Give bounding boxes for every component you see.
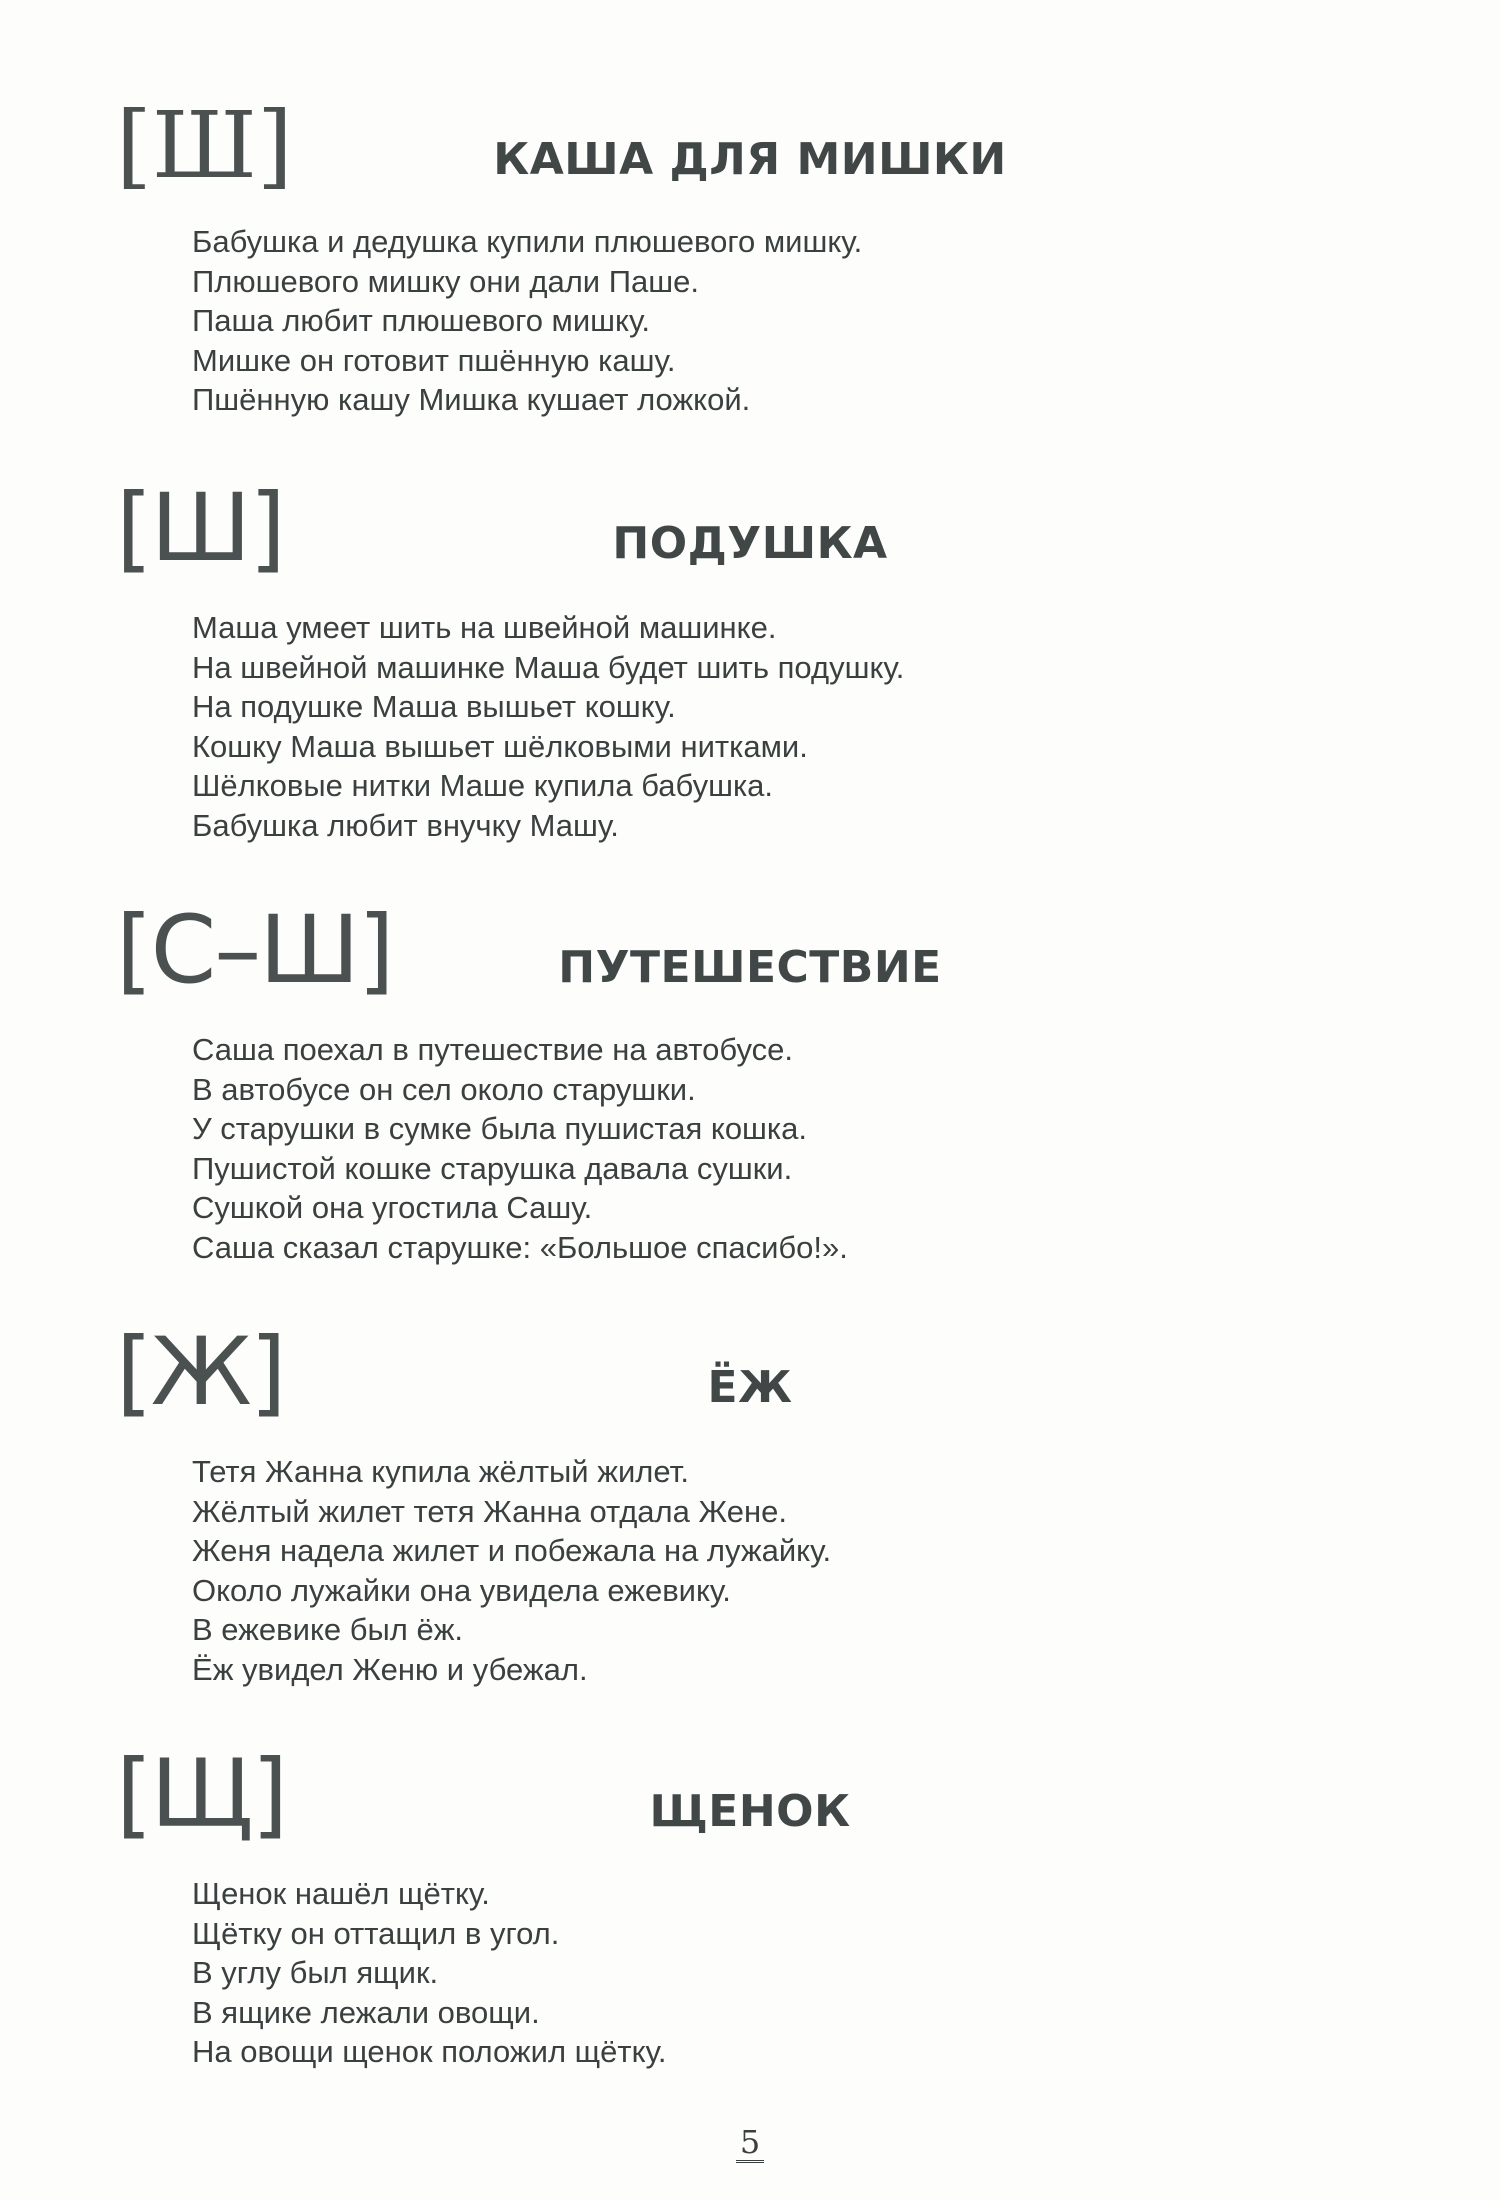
story-line: Маша умеет шить на швейной машинке.	[192, 610, 777, 645]
sound-label: [Ж]	[116, 1318, 285, 1427]
story-line: Сушкой она угостила Сашу.	[192, 1190, 593, 1225]
story-text	[192, 1874, 667, 2072]
story-line: На подушке Маша вышьет кошку.	[192, 689, 676, 724]
story-line: В углу был ящик.	[192, 1955, 439, 1990]
sound-label: [Щ]	[116, 1740, 287, 1849]
sound-label: [С–Ш]	[116, 896, 393, 1005]
story-line: Саша сказал старушке: «Большое спасибо!».	[192, 1229, 848, 1265]
story-line: В автобусе он сел около старушки.	[192, 1071, 696, 1107]
story-line: Паша любит плюшевого мишку.	[192, 303, 650, 338]
story-line: Щенок нашёл щётку.	[192, 1876, 490, 1911]
story-title: ПОДУШКА	[612, 518, 888, 569]
story-line: Женя надела жилет и побежала на лужайку.	[192, 1533, 832, 1568]
story-text	[192, 1030, 848, 1267]
story-line: Мишке он готовит пшённую кашу.	[192, 342, 676, 378]
page-number-text: 5	[736, 2126, 764, 2163]
story-title: ПУТЕШЕСТВИЕ	[558, 942, 942, 993]
page-number	[0, 2123, 1500, 2163]
story-line: Щётку он оттащил в угол.	[192, 1915, 560, 1951]
story-line: Плюшевого мишку они дали Паше.	[192, 263, 699, 299]
story-title: ЩЕНОК	[649, 1786, 851, 1837]
story-line: У старушки в сумке была пушистая кошка.	[192, 1111, 808, 1146]
story-title: КАША ДЛЯ МИШКИ	[493, 134, 1007, 185]
story-line: В ежевике был ёж.	[192, 1612, 464, 1647]
story-text	[192, 222, 862, 420]
story-line: Ёж увидел Женю и убежал.	[192, 1651, 588, 1687]
story-line: На овощи щенок положил щётку.	[192, 2034, 667, 2069]
story-text	[192, 608, 904, 845]
story-line: Тетя Жанна купила жёлтый жилет.	[192, 1454, 689, 1489]
story-line: Кошку Маша вышьет шёлковыми нитками.	[192, 728, 808, 764]
story-line: Саша поехал в путешествие на автобусе.	[192, 1032, 793, 1067]
story-line: Пушистой кошке старушка давала сушки.	[192, 1150, 793, 1186]
story-line: Жёлтый жилет тетя Жанна отдала Жене.	[192, 1493, 787, 1529]
story-line: Около лужайки она увидела ежевику.	[192, 1572, 731, 1608]
story-line: Шёлковые нитки Маше купила бабушка.	[192, 768, 774, 803]
story-title: ЁЖ	[707, 1362, 793, 1413]
story-text	[192, 1452, 831, 1689]
story-line: В ящике лежали овощи.	[192, 1994, 540, 2030]
sound-label: [Ш]	[116, 474, 284, 583]
story-line: На швейной машинке Маша будет шить подушку.	[192, 649, 905, 685]
story-line: Бабушка любит внучку Машу.	[192, 807, 619, 843]
sound-label: [Ш]	[116, 92, 293, 199]
story-line: Бабушка и дедушка купили плюшевого мишку.	[192, 224, 863, 259]
story-line: Пшённую кашу Мишка кушает ложкой.	[192, 382, 751, 417]
